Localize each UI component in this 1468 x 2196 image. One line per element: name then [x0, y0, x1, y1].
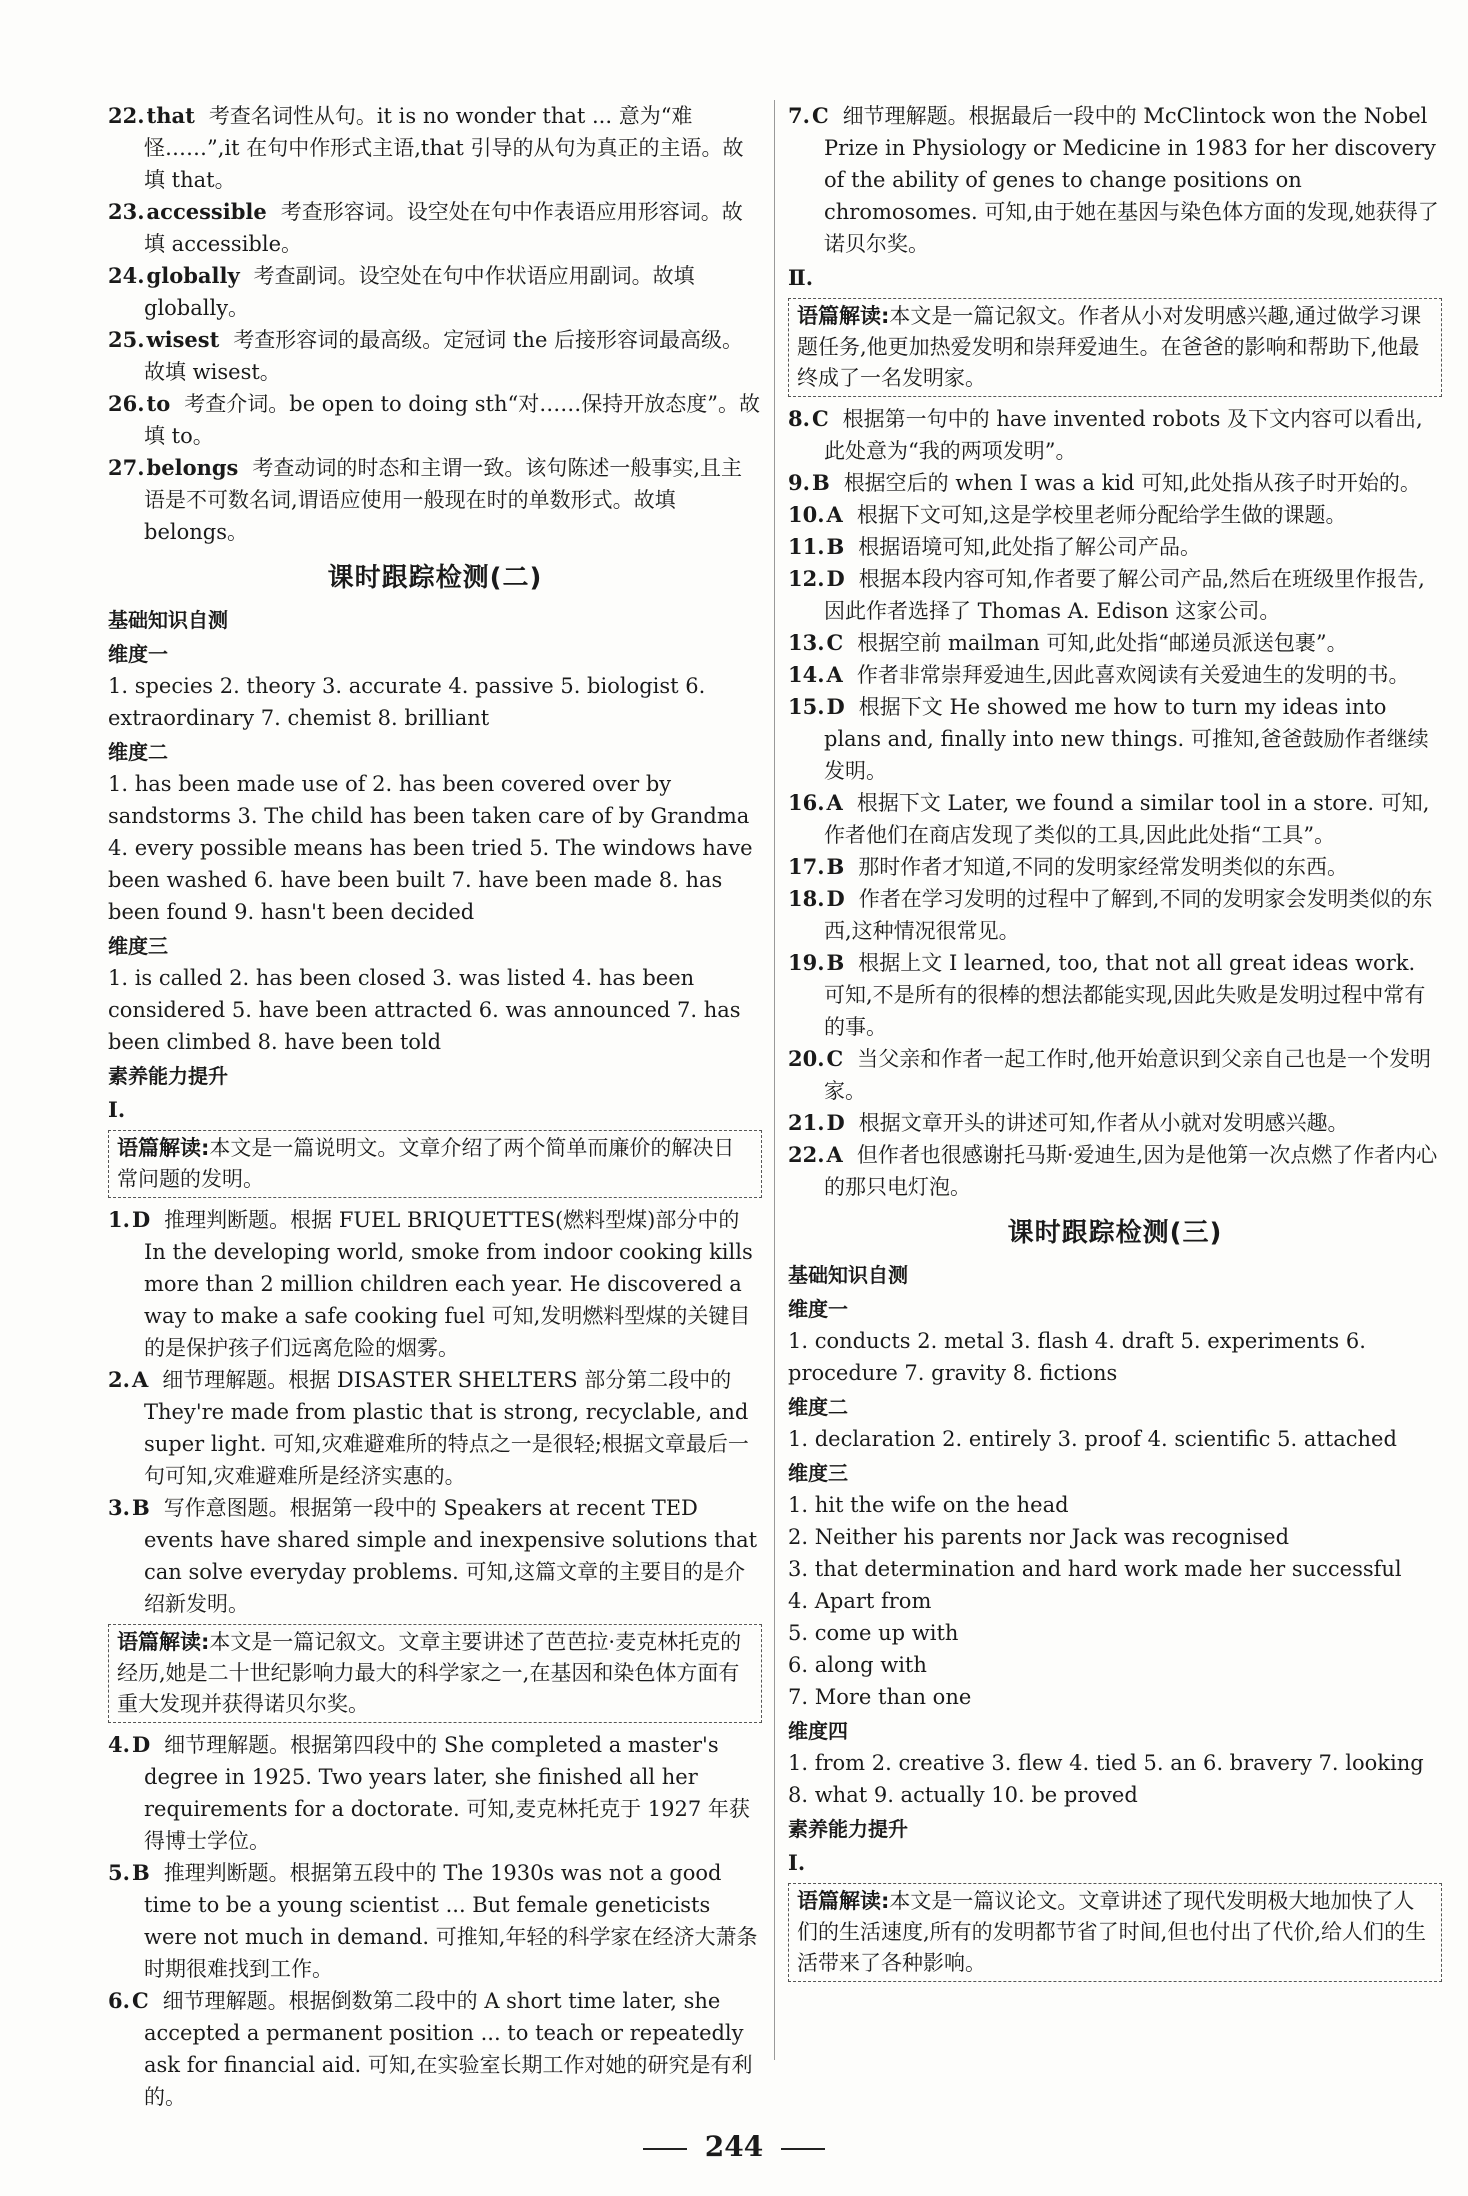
item-answer: A: [826, 1142, 843, 1167]
item-answer: B: [826, 534, 845, 559]
item-number: 6.: [108, 1988, 130, 2013]
item-answer: D: [826, 886, 845, 911]
item-answer: B: [131, 1860, 150, 1885]
dimension-2-heading: 维度二: [788, 1395, 848, 1419]
answer-item: [108, 1985, 762, 2113]
item-answer: B: [826, 854, 845, 879]
item-number: 12.: [788, 566, 825, 591]
item-explanation: 细节理解题。根据 DISASTER SHELTERS 部分第二段中的 They're made from plastic that is strong, recyclable, and super light. 可知,灾难避难所的特点之一是很轻;根据文章最后一句可知,灾难避难所是经济实惠的。: [144, 1368, 749, 1488]
answer-item: [788, 1043, 1442, 1107]
answer-item: [788, 851, 1442, 883]
item-explanation: 写作意图题。根据第一段中的 Speakers at recent TED events have shared simple and inexpensive solutions that can solve everyday problems. 可知,这篇文章的主要目的是介绍新发明。: [144, 1496, 758, 1616]
item-number: 14.: [788, 662, 825, 687]
answer-item: [108, 388, 762, 452]
item-answer: B: [811, 470, 830, 495]
item-number: 11.: [788, 534, 825, 559]
passage-analysis-box-2: [108, 1624, 762, 1723]
list-item: 4. Apart from: [788, 1589, 932, 1613]
item-number: 8.: [788, 406, 810, 431]
answer-list-b: [108, 1729, 762, 2113]
item-explanation: 根据空后的 when I was a kid 可知,此处指从孩子时开始的。: [843, 471, 1421, 495]
item-answer: D: [131, 1732, 151, 1757]
item-answer: belongs: [146, 455, 239, 480]
item-explanation: 根据语境可知,此处指了解公司产品。: [858, 535, 1201, 559]
dimension-4-heading: 维度四: [788, 1719, 848, 1743]
item-number: 22.: [108, 103, 145, 128]
answer-item: [788, 499, 1442, 531]
answer-item: [108, 1492, 762, 1620]
answer-item: [108, 452, 762, 548]
dimension-3-heading: 维度三: [108, 934, 168, 958]
dimension-1-heading: 维度一: [788, 1297, 848, 1321]
dimension-2-heading: 维度二: [108, 740, 168, 764]
dimension-2-answers: 1. has been made use of 2. has been covered over by sandstorms 3. The child has been taken care of by Grandma 4. every possible means has been tried 5. The windows have been washed 6. have been built 7. have been made 8. has been found 9. hasn't been decided: [108, 772, 753, 924]
item-number: 17.: [788, 854, 825, 879]
dimension-3-heading: 维度三: [788, 1461, 848, 1485]
item-number: 18.: [788, 886, 825, 911]
passage-analysis-box-1: [108, 1130, 762, 1198]
item-number: 10.: [788, 502, 825, 527]
item-explanation: 但作者也很感谢托马斯·爱迪生,因为是他第一次点燃了作者内心的那只电灯泡。: [824, 1143, 1438, 1199]
item-number: 26.: [108, 391, 145, 416]
item-number: 5.: [108, 1860, 130, 1885]
item-number: 16.: [788, 790, 825, 815]
item-number: 4.: [108, 1732, 130, 1757]
answer-item: [788, 100, 1442, 260]
item-explanation: 根据空前 mailman 可知,此处指“邮递员派送包裹”。: [857, 631, 1348, 655]
item-number: 22.: [788, 1142, 825, 1167]
item-number: 23.: [108, 199, 145, 224]
item-number: 24.: [108, 263, 145, 288]
item-explanation: 当父亲和作者一起工作时,他开始意识到父亲自己也是一个发明家。: [824, 1047, 1431, 1103]
item-explanation: 考查形容词。设空处在句中作表语应用形容词。故填 accessible。: [144, 200, 743, 256]
answer-item: [788, 883, 1442, 947]
dimension-3-answers: [788, 1489, 1442, 1713]
page-number: 244: [704, 2130, 764, 2163]
item-number: 9.: [788, 470, 810, 495]
item-number: 15.: [788, 694, 825, 719]
item-explanation: 根据上文 I learned, too, that not all great ideas work. 可知,不是所有的很棒的想法都能实现,因此失败是发明过程中常有的事。: [824, 951, 1426, 1039]
item-number: 25.: [108, 327, 145, 352]
list-item: 2. Neither his parents nor Jack was recognised: [788, 1525, 1290, 1549]
item-explanation: 根据下文 He showed me how to turn my ideas into plans and, finally into new things. 可推知,爸爸鼓励作者继续发明。: [824, 695, 1429, 783]
item-explanation: 根据本段内容可知,作者要了解公司产品,然后在班级里作报告,因此作者选择了 Thomas A. Edison 这家公司。: [824, 567, 1425, 623]
answer-item: [108, 1729, 762, 1857]
item-explanation: 那时作者才知道,不同的发明家经常发明类似的东西。: [858, 855, 1348, 879]
answer-list-a: [108, 1204, 762, 1620]
item-number: 2.: [108, 1367, 130, 1392]
answer-item: [108, 260, 762, 324]
answer-item: [108, 324, 762, 388]
answer-item: [788, 403, 1442, 467]
answer-item: [788, 947, 1442, 1043]
ability-heading: 素养能力提升: [108, 1064, 228, 1088]
dimension-1-answers: 1. conducts 2. metal 3. flash 4. draft 5. experiments 6. procedure 7. gravity 8. fictions: [788, 1329, 1366, 1385]
item-explanation: 考查介词。be open to doing sth“对……保持开放态度”。故填 to。: [144, 392, 760, 448]
answer-item: [788, 1139, 1442, 1203]
answer-item: [788, 531, 1442, 563]
list-item: 7. More than one: [788, 1685, 972, 1709]
item-explanation: 细节理解题。根据倒数第二段中的 A short time later, she accepted a permanent position ... to teach or repeatedly ask for financial aid. 可知,在实验室长期工作对她的研究是有利的。: [144, 1989, 753, 2109]
answer-item: [788, 659, 1442, 691]
dimension-4-answers: 1. from 2. creative 3. flew 4. tied 5. an 6. bravery 7. looking 8. what 9. actually 10. be proved: [788, 1751, 1424, 1807]
part-2-label: Ⅱ.: [788, 265, 814, 290]
basic-heading: 基础知识自测: [788, 1263, 908, 1287]
item-answer: D: [826, 694, 845, 719]
item-answer: A: [826, 790, 843, 815]
footer-dash: [643, 2148, 687, 2150]
answer-list-d: [788, 403, 1442, 1203]
item-answer: accessible: [146, 199, 267, 224]
section-title-2: 课时跟踪检测(二): [327, 563, 543, 593]
answer-list-top: [108, 100, 762, 548]
box-label: 语篇解读:: [797, 1889, 890, 1913]
answer-item: [108, 1364, 762, 1492]
item-answer: C: [131, 1988, 149, 2013]
list-item: 3. that determination and hard work made her successful: [788, 1557, 1402, 1581]
answer-item: [108, 1204, 762, 1364]
item-explanation: 考查形容词的最高级。定冠词 the 后接形容词最高级。故填 wisest。: [144, 328, 744, 384]
item-answer: globally: [146, 263, 240, 288]
passage-analysis-box-4: [788, 1883, 1442, 1982]
item-answer: D: [826, 1110, 845, 1135]
basic-heading: 基础知识自测: [108, 608, 228, 632]
answer-item: [788, 467, 1442, 499]
answer-item: [788, 627, 1442, 659]
item-answer: A: [131, 1367, 149, 1392]
dimension-1-answers: 1. species 2. theory 3. accurate 4. passive 5. biologist 6. extraordinary 7. chemist 8. brilliant: [108, 674, 706, 730]
item-number: 7.: [788, 103, 810, 128]
box-label: 语篇解读:: [797, 304, 890, 328]
answer-item: [788, 691, 1442, 787]
list-item: 1. hit the wife on the head: [788, 1493, 1069, 1517]
box-text: 本文是一篇议论文。文章讲述了现代发明极大地加快了人们的生活速度,所有的发明都节省了时间,但也付出了代价,给人们的生活带来了各种影响。: [797, 1889, 1427, 1975]
passage-analysis-box-3: [788, 298, 1442, 397]
list-item: 5. come up with: [788, 1621, 959, 1645]
answer-item: [788, 1107, 1442, 1139]
item-answer: B: [131, 1495, 150, 1520]
footer-dash: [781, 2148, 825, 2150]
item-explanation: 作者非常崇拜爱迪生,因此喜欢阅读有关爱迪生的发明的书。: [856, 663, 1410, 687]
item-answer: that: [146, 103, 195, 128]
answer-item: [108, 1857, 762, 1985]
item-number: 20.: [788, 1046, 825, 1071]
item-explanation: 作者在学习发明的过程中了解到,不同的发明家会发明类似的东西,这种情况很常见。: [824, 887, 1433, 943]
answer-item: [788, 787, 1442, 851]
item-number: 19.: [788, 950, 825, 975]
item-number: 1.: [108, 1207, 130, 1232]
item-explanation: 根据下文可知,这是学校里老师分配给学生做的课题。: [856, 503, 1347, 527]
item-explanation: 推理判断题。根据 FUEL BRIQUETTES(燃料型煤)部分中的 In the developing world, smoke from indoor cooking kills more than 2 million children each year. He discovered a way to make a safe cooking fuel 可知,发明燃料型煤的关键目的是保护孩子们远离危险的烟雾。: [144, 1208, 753, 1360]
item-answer: C: [826, 630, 844, 655]
item-answer: A: [826, 662, 843, 687]
dimension-1-heading: 维度一: [108, 642, 168, 666]
item-number: 21.: [788, 1110, 825, 1135]
item-number: 27.: [108, 455, 145, 480]
item-answer: to: [146, 391, 171, 416]
item-number: 3.: [108, 1495, 130, 1520]
item-answer: D: [826, 566, 845, 591]
part-1-label: Ⅰ.: [108, 1097, 126, 1122]
item-answer: A: [826, 502, 843, 527]
section-title-3: 课时跟踪检测(三): [1007, 1218, 1223, 1248]
box-label: 语篇解读:: [117, 1136, 210, 1160]
box-text: 本文是一篇记叙文。作者从小对发明感兴趣,通过做学习课题任务,他更加热爱发明和崇拜爱迪生。在爸爸的影响和帮助下,他最终成了一名发明家。: [797, 304, 1422, 390]
item-explanation: 细节理解题。根据第四段中的 She completed a master's degree in 1925. Two years later, she finished all her requirements for a doctorate. 可知,麦克林托克于 1927 年获得博士学位。: [144, 1733, 750, 1853]
item-explanation: 根据下文 Later, we found a similar tool in a store. 可知,作者他们在商店发现了类似的工具,因此此处指“工具”。: [824, 791, 1430, 847]
item-explanation: 考查动词的时态和主谓一致。该句陈述一般事实,且主语是不可数名词,谓语应使用一般现在时的单数形式。故填 belongs。: [144, 456, 743, 544]
box-text: 本文是一篇说明文。文章介绍了两个简单而廉价的解决日常问题的发明。: [117, 1136, 735, 1191]
box-label: 语篇解读:: [117, 1630, 210, 1654]
item-explanation: 细节理解题。根据最后一段中的 McClintock won the Nobel Prize in Physiology or Medicine in 1983 for her discovery of the ability of genes to change positions on chromosomes. 可知,由于她在基因与染色体方面的发现,她获得了诺贝尔奖。: [824, 104, 1439, 256]
dimension-3-answers: 1. is called 2. has been closed 3. was listed 4. has been considered 5. have been attracted 6. was announced 7. has been climbed 8. have been told: [108, 966, 741, 1054]
list-item: 6. along with: [788, 1653, 927, 1677]
item-answer: C: [826, 1046, 844, 1071]
item-explanation: 根据文章开头的讲述可知,作者从小就对发明感兴趣。: [858, 1111, 1349, 1135]
item-number: 13.: [788, 630, 825, 655]
answer-list-c: [788, 100, 1442, 260]
page-number-footer: [0, 2130, 1468, 2163]
item-explanation: 根据第一句中的 have invented robots 及下文内容可以看出,此处意为“我的两项发明”。: [824, 407, 1423, 463]
item-answer: wisest: [146, 327, 220, 352]
item-answer: D: [131, 1207, 151, 1232]
ability-heading: 素养能力提升: [788, 1817, 908, 1841]
part-1-label: Ⅰ.: [788, 1850, 806, 1875]
answer-item: [108, 196, 762, 260]
answer-item: [108, 100, 762, 196]
item-explanation: 考查名词性从句。it is no wonder that ... 意为“难怪……”,it 在句中作形式主语,that 引导的从句为真正的主语。故填 that。: [144, 104, 744, 192]
item-answer: C: [811, 406, 829, 431]
item-answer: C: [811, 103, 829, 128]
answer-item: [788, 563, 1442, 627]
right-column: [788, 100, 1442, 1988]
item-explanation: 推理判断题。根据第五段中的 The 1930s was not a good time to be a young scientist ... But female geneticists were not much in demand. 可推知,年轻的科学家在经济大萧条时期很难找到工作。: [144, 1861, 758, 1981]
item-explanation: 考查副词。设空处在句中作状语应用副词。故填 globally。: [144, 264, 695, 320]
dimension-2-answers: 1. declaration 2. entirely 3. proof 4. scientific 5. attached: [788, 1427, 1397, 1451]
left-column: [108, 100, 762, 2113]
item-answer: B: [826, 950, 845, 975]
box-text: 本文是一篇记叙文。文章主要讲述了芭芭拉·麦克林托克的经历,她是二十世纪影响力最大的科学家之一,在基因和染色体方面有重大发现并获得诺贝尔奖。: [117, 1630, 742, 1716]
